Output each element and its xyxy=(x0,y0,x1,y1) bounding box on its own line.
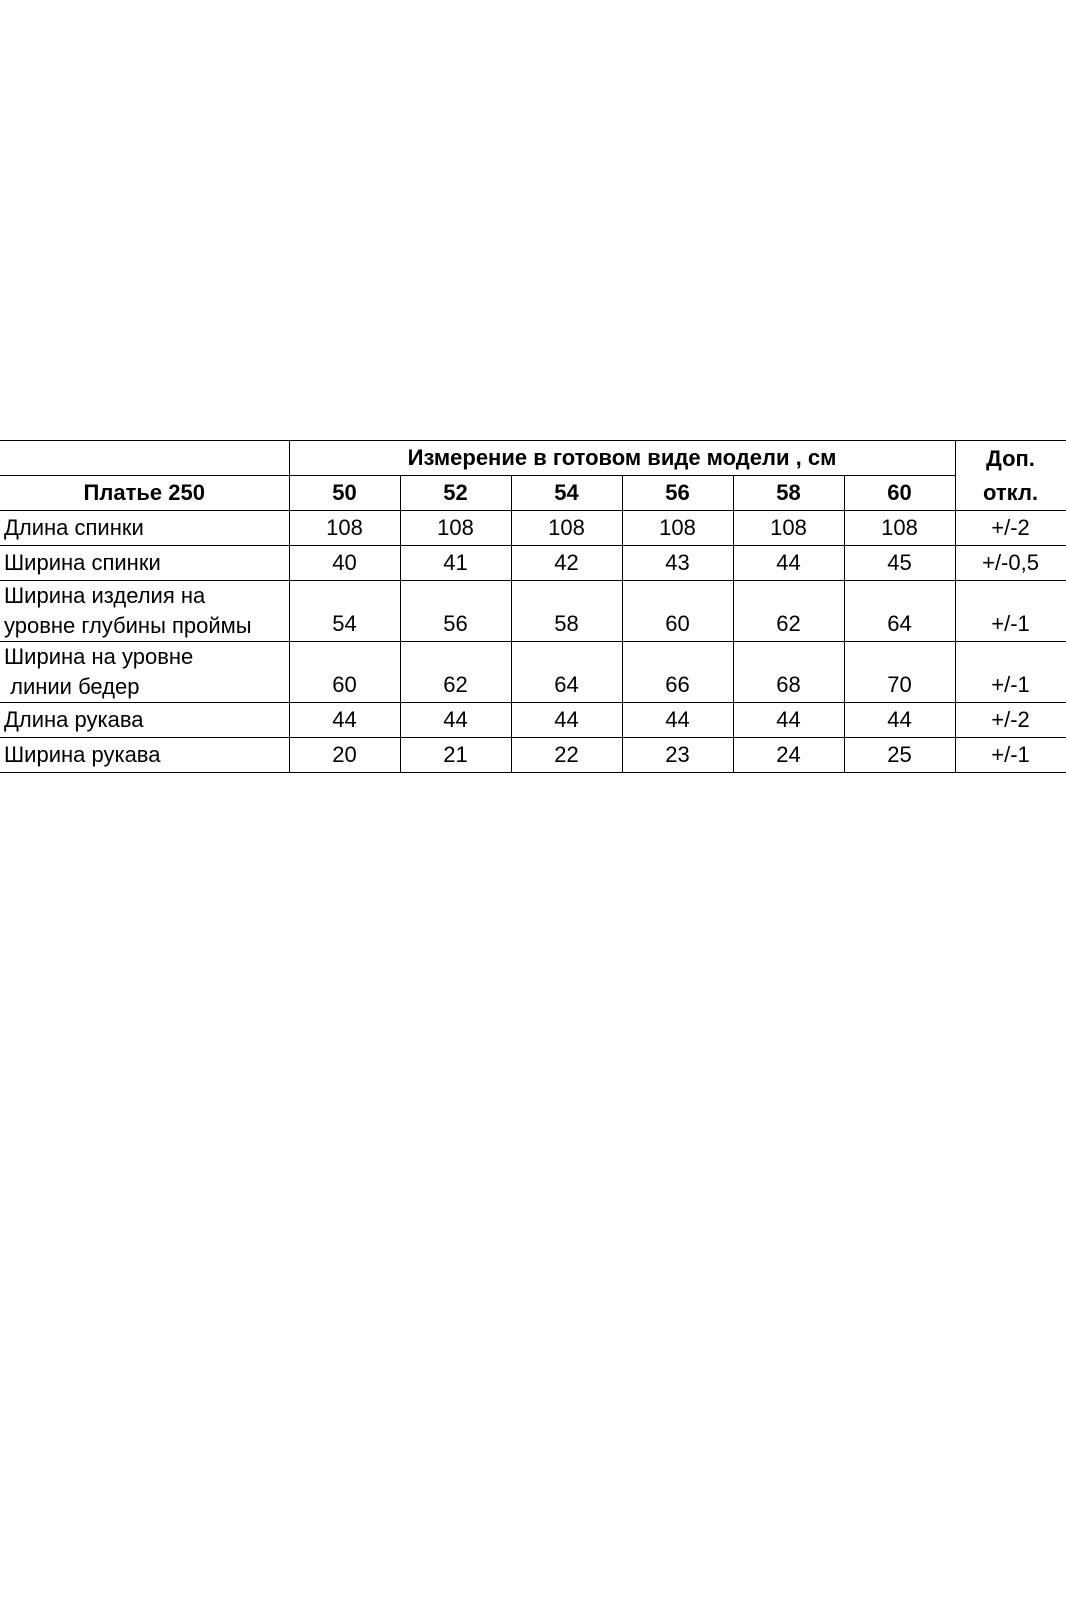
table-cell: 25 xyxy=(844,738,955,773)
table-row xyxy=(0,581,1066,642)
table-cell: 22 xyxy=(511,738,622,773)
row-label-line-1: Ширина изделия на xyxy=(4,583,206,608)
tolerance-header-line-2: откл. xyxy=(983,479,1039,505)
table-row xyxy=(0,703,1066,738)
table-cell: 44 xyxy=(289,703,400,738)
table-cell: 42 xyxy=(511,546,622,581)
empty-corner-cell xyxy=(0,441,289,476)
size-header: 56 xyxy=(622,476,733,511)
table-row xyxy=(0,738,1066,773)
size-header: 50 xyxy=(289,476,400,511)
table-row xyxy=(0,511,1066,546)
row-label-line-1: Ширина на уровне xyxy=(4,644,194,669)
table-cell: 21 xyxy=(400,738,511,773)
table-cell: 54 xyxy=(289,581,400,642)
row-label: Ширина спинки xyxy=(0,546,289,581)
row-label xyxy=(0,581,289,642)
table-row xyxy=(0,546,1066,581)
table-cell: 64 xyxy=(844,581,955,642)
row-label: Ширина рукава xyxy=(0,738,289,773)
tolerance-cell: +/-2 xyxy=(955,703,1066,738)
table-cell: 23 xyxy=(622,738,733,773)
table-cell: 108 xyxy=(733,511,844,546)
size-header: 52 xyxy=(400,476,511,511)
table-cell: 58 xyxy=(511,581,622,642)
table-row xyxy=(0,642,1066,703)
table-cell: 64 xyxy=(511,642,622,703)
measure-caption: Измерение в готовом виде модели , см xyxy=(289,441,955,476)
table-cell: 44 xyxy=(400,703,511,738)
table-cell: 44 xyxy=(733,546,844,581)
size-chart-table xyxy=(0,440,1066,773)
table-cell: 70 xyxy=(844,642,955,703)
table-cell: 44 xyxy=(511,703,622,738)
table-cell: 44 xyxy=(622,703,733,738)
table-cell: 56 xyxy=(400,581,511,642)
header-row-caption xyxy=(0,441,1066,476)
table-cell: 60 xyxy=(289,642,400,703)
tolerance-header-line-1: Доп. xyxy=(986,445,1035,471)
table-cell: 108 xyxy=(844,511,955,546)
product-name: Платье 250 xyxy=(0,476,289,511)
table-cell: 60 xyxy=(622,581,733,642)
size-header: 58 xyxy=(733,476,844,511)
table-cell: 68 xyxy=(733,642,844,703)
tolerance-cell: +/-0,5 xyxy=(955,546,1066,581)
table-cell: 108 xyxy=(289,511,400,546)
table-cell: 108 xyxy=(622,511,733,546)
table-cell: 108 xyxy=(400,511,511,546)
tolerance-header xyxy=(955,441,1066,511)
tolerance-cell: +/-1 xyxy=(955,642,1066,703)
row-label-line-2: линии бедер xyxy=(4,674,140,699)
table-cell: 62 xyxy=(733,581,844,642)
table-cell: 41 xyxy=(400,546,511,581)
tolerance-cell: +/-2 xyxy=(955,511,1066,546)
table-cell: 62 xyxy=(400,642,511,703)
tolerance-cell: +/-1 xyxy=(955,581,1066,642)
row-label xyxy=(0,642,289,703)
table-cell: 24 xyxy=(733,738,844,773)
row-label-line-2: уровне глубины проймы xyxy=(4,613,252,638)
size-chart-body xyxy=(0,441,1066,773)
row-label: Длина спинки xyxy=(0,511,289,546)
table-cell: 108 xyxy=(511,511,622,546)
table-cell: 20 xyxy=(289,738,400,773)
table-cell: 66 xyxy=(622,642,733,703)
table-cell: 44 xyxy=(844,703,955,738)
tolerance-cell: +/-1 xyxy=(955,738,1066,773)
table-cell: 44 xyxy=(733,703,844,738)
table-cell: 45 xyxy=(844,546,955,581)
table-cell: 40 xyxy=(289,546,400,581)
row-label: Длина рукава xyxy=(0,703,289,738)
header-row-sizes xyxy=(0,476,1066,511)
size-header: 60 xyxy=(844,476,955,511)
size-header: 54 xyxy=(511,476,622,511)
table-cell: 43 xyxy=(622,546,733,581)
